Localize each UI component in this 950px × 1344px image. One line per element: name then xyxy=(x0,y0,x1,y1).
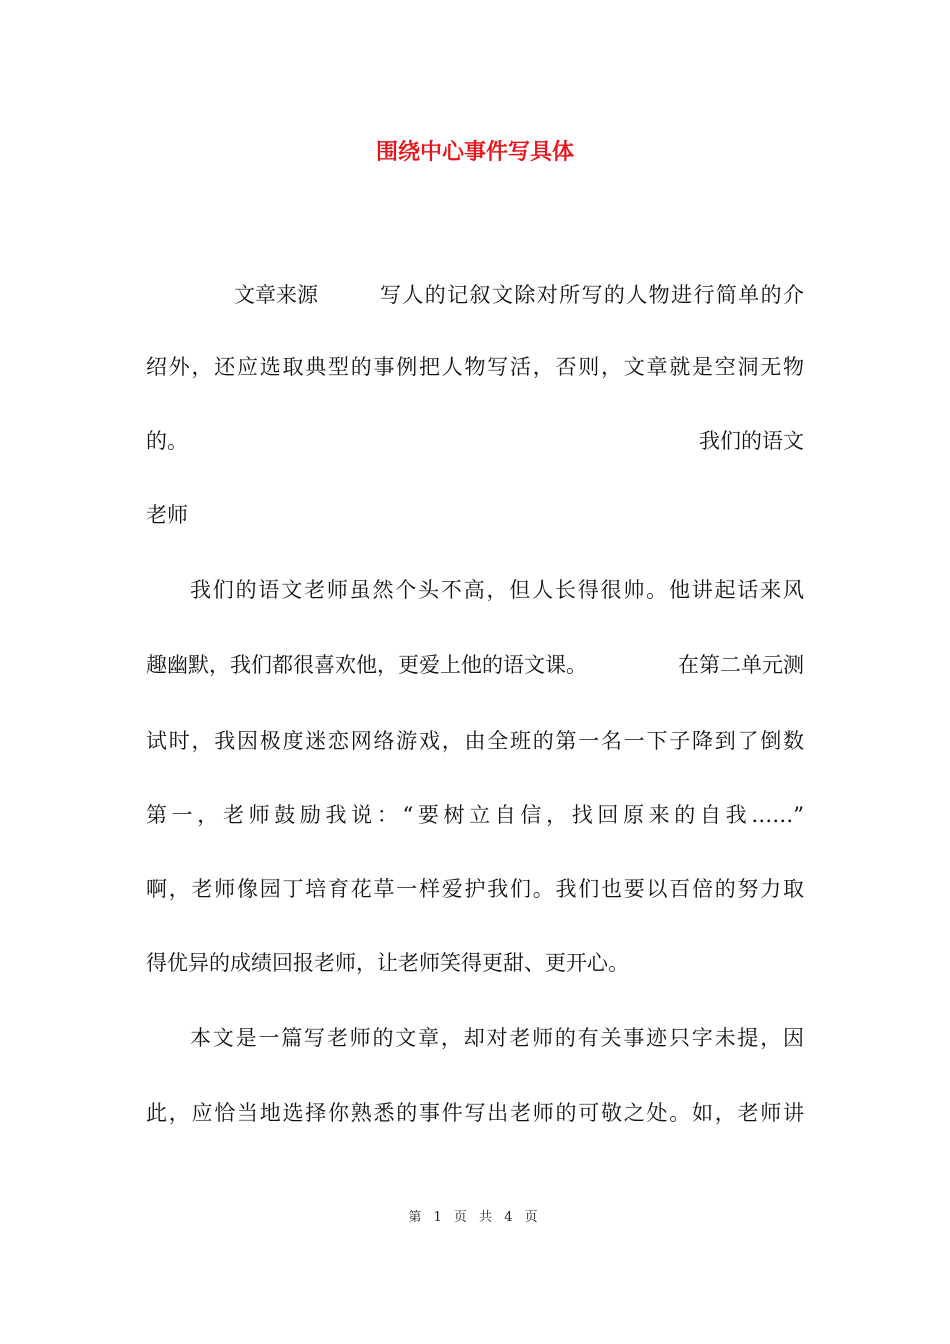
text-line-12: 此，应恰当地选择你熟悉的事件写出老师的可敬之处。如，老师讲 xyxy=(146,1101,804,1125)
text-line-1 xyxy=(146,279,804,311)
text-segment: 写人的记叙文除对所写的人物进行简单的介 xyxy=(380,283,804,307)
text-line-10: 得优异的成绩回报老师，让老师笑得更甜、更开心。 xyxy=(146,951,629,975)
document-title: 围绕中心事件写具体 xyxy=(375,140,574,165)
text-line-7: 试时，我因极度迷恋网络游戏，由全班的第一名一下子降到了倒数 xyxy=(146,729,804,753)
text-line-8: 第一，老师鼓励我说：“要树立自信，找回原来的自我……” xyxy=(146,803,804,827)
text-line-4: 老师 xyxy=(146,503,188,527)
page-footer: 第 1 页 共 4 页 xyxy=(408,1210,542,1225)
text-line-2: 绍外，还应选取典型的事例把人物写活，否则，文章就是空洞无物 xyxy=(146,355,804,379)
subtitle-start: 我们的语文 xyxy=(699,429,804,453)
text-line-9: 啊，老师像园丁培育花草一样爱护我们。我们也要以百倍的努力取 xyxy=(146,877,804,901)
text-segment: 在第二单元测 xyxy=(678,653,804,677)
article-source-label: 文章来源 xyxy=(234,283,318,307)
text-line-3 xyxy=(146,425,804,457)
text-segment: 的。 xyxy=(146,429,188,453)
text-line-5: 我们的语文老师虽然个头不高，但人长得很帅。他讲起话来风 xyxy=(190,578,804,602)
text-line-6 xyxy=(146,649,804,681)
text-segment: 趣幽默，我们都很喜欢他，更爱上他的语文课。 xyxy=(146,653,587,677)
text-line-11: 本文是一篇写老师的文章，却对老师的有关事迹只字未提，因 xyxy=(190,1026,804,1050)
